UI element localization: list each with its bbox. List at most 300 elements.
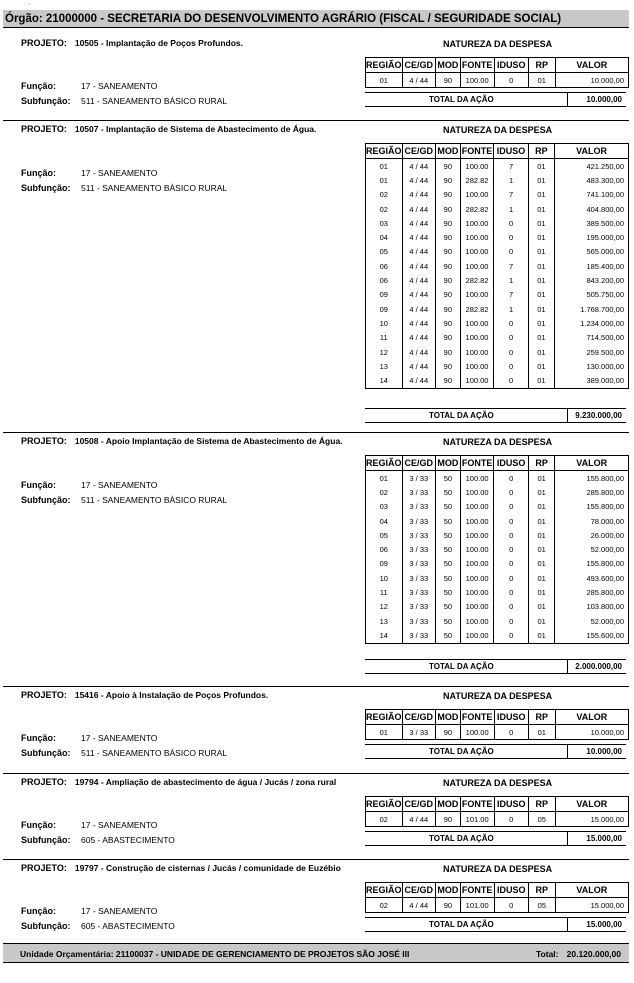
table-cell: 90: [436, 273, 461, 287]
table-cell: 404.800,00: [555, 202, 629, 216]
table-cell: 01: [528, 600, 555, 614]
table-cell: 100.00: [460, 514, 494, 528]
table-cell: 01: [528, 331, 554, 345]
table-cell: 90: [436, 288, 461, 302]
table-cell: 3 / 33: [402, 628, 436, 643]
projeto-label: PROJETO:: [21, 690, 67, 700]
column-header: MOD: [436, 797, 461, 812]
table-row: [366, 302, 629, 316]
table-cell: 0: [494, 812, 528, 827]
subfuncao-value: 511 - SANEAMENTO BÁSICO RURAL: [81, 183, 228, 193]
orgao-header: Órgão: 21000000 - SECRETARIA DO DESENVOLVIMENTO AGRÁRIO (FISCAL / SEGURIDADE SOCIAL): [3, 10, 629, 28]
table-cell: 90: [436, 188, 461, 202]
table-cell: 100.00: [460, 316, 494, 330]
table-cell: 4 / 44: [402, 259, 435, 273]
table-cell: 09: [366, 288, 403, 302]
table-cell: 01: [528, 288, 554, 302]
table-cell: 11: [366, 331, 403, 345]
table-cell: 01: [528, 202, 554, 216]
table-cell: 05: [366, 528, 403, 542]
table-cell: 3 / 33: [402, 585, 436, 599]
table-cell: 01: [528, 542, 555, 556]
subfuncao-row: [21, 495, 227, 505]
table-cell: 285.800,00: [555, 485, 629, 499]
table-row: [366, 528, 629, 542]
table-row: [366, 898, 629, 913]
total-acao-row: [365, 92, 626, 107]
total-separator: [567, 918, 568, 931]
table-cell: 4 / 44: [402, 288, 435, 302]
total-acao-row: [365, 831, 626, 846]
table-cell: 155.600,00: [555, 628, 629, 643]
project-code: 19797: [74, 863, 99, 873]
column-header: VALOR: [555, 58, 628, 73]
column-header: IDUSO: [494, 797, 528, 812]
table-cell: 10.000,00: [555, 725, 628, 740]
table-cell: 565.000,00: [555, 245, 629, 259]
table-row: [366, 73, 629, 88]
table-cell: 100.00: [460, 542, 494, 556]
table-cell: 90: [436, 812, 461, 827]
table-cell: 02: [366, 898, 403, 913]
table-cell: 100.00: [460, 373, 494, 388]
table-row: [366, 359, 629, 373]
table-cell: 0: [494, 500, 528, 514]
table-cell: 01: [528, 159, 554, 174]
funcao-value: 17 - SANEAMENTO: [81, 81, 158, 91]
table-cell: 11: [366, 585, 403, 599]
table-cell: 4 / 44: [402, 359, 435, 373]
table-cell: 05: [529, 898, 556, 913]
table-cell: 10: [366, 316, 403, 330]
table-cell: 4 / 44: [402, 173, 435, 187]
table-cell: 78.000,00: [555, 514, 629, 528]
table-cell: 3 / 33: [402, 614, 436, 628]
table-cell: 483.300,00: [555, 173, 629, 187]
column-header: RP: [528, 456, 555, 471]
table-cell: 3 / 33: [402, 600, 436, 614]
total-separator: [567, 832, 568, 845]
table-cell: 01: [528, 471, 555, 486]
table-header-row: [366, 710, 629, 725]
table-cell: 15.000,00: [555, 812, 628, 827]
table-cell: 1: [494, 302, 528, 316]
table-cell: 100.00: [460, 331, 494, 345]
table-cell: 02: [366, 812, 403, 827]
table-cell: 09: [366, 557, 403, 571]
subfuncao-row: [21, 96, 227, 106]
table-cell: 01: [366, 471, 403, 486]
project-title: Construção de cisternas / Jucás / comunidade de Euzébio: [106, 863, 341, 873]
table-cell: 100.00: [460, 245, 494, 259]
table-cell: 04: [366, 514, 403, 528]
table-cell: 01: [528, 585, 555, 599]
table-cell: 0: [494, 898, 528, 913]
table-cell: 02: [366, 188, 403, 202]
table-cell: 282.82: [460, 202, 494, 216]
table-cell: 4 / 44: [402, 73, 436, 88]
table-cell: 0: [494, 485, 528, 499]
table-header-row: [366, 797, 629, 812]
natureza-table: [365, 796, 629, 827]
table-cell: 50: [436, 600, 461, 614]
project-header: [21, 777, 336, 787]
table-cell: 90: [436, 259, 461, 273]
table-cell: 0: [494, 571, 528, 585]
table-cell: 01: [528, 628, 555, 643]
project-title: Apoio Implantação de Sistema de Abastecimento de Água.: [105, 436, 343, 446]
column-header: VALOR: [555, 883, 628, 898]
project-code-sep: -: [98, 777, 106, 787]
table-row: [366, 230, 629, 244]
total-separator: [567, 93, 568, 106]
total-separator: [567, 409, 568, 422]
column-header: FONTE: [460, 797, 494, 812]
subfuncao-row: [21, 921, 175, 931]
table-cell: 0: [494, 585, 528, 599]
table-cell: 01: [529, 725, 556, 740]
project-code: 15416: [74, 690, 99, 700]
table-cell: 0: [494, 245, 528, 259]
table-cell: 02: [366, 485, 403, 499]
table-cell: 1: [494, 173, 528, 187]
table-cell: 01: [528, 614, 555, 628]
table-cell: 100.00: [460, 628, 494, 643]
column-header: FONTE: [460, 710, 494, 725]
column-header: CE/GD: [402, 883, 436, 898]
table-row: [366, 614, 629, 628]
table-cell: 0: [494, 725, 528, 740]
table-cell: 50: [436, 571, 461, 585]
projeto-label: PROJETO:: [21, 38, 67, 48]
funcao-row: [21, 820, 157, 830]
table-cell: 741.100,00: [555, 188, 629, 202]
table-cell: 4 / 44: [402, 230, 435, 244]
table-cell: 10.000,00: [555, 73, 628, 88]
table-cell: 4 / 44: [402, 188, 435, 202]
table-cell: 12: [366, 600, 403, 614]
table-cell: 90: [436, 359, 461, 373]
table-cell: 50: [436, 585, 461, 599]
table-row: [366, 373, 629, 388]
table-cell: 4 / 44: [402, 345, 435, 359]
table-cell: 100.00: [460, 159, 494, 174]
table-cell: 50: [436, 471, 461, 486]
table-cell: 101.00: [460, 898, 494, 913]
table-cell: 282.82: [460, 173, 494, 187]
table-cell: 90: [436, 898, 461, 913]
table-cell: 100.00: [460, 359, 494, 373]
subfuncao-label: Subfunção:: [21, 921, 71, 931]
column-header: CE/GD: [402, 797, 436, 812]
column-header: CE/GD: [402, 456, 436, 471]
subfuncao-value: 511 - SANEAMENTO BÁSICO RURAL: [81, 96, 228, 106]
projeto-label: PROJETO:: [21, 124, 67, 134]
table-cell: 100.00: [460, 188, 494, 202]
table-cell: 50: [436, 528, 461, 542]
natureza-table: [365, 455, 629, 644]
funcao-row: [21, 81, 157, 91]
natureza-despesa-title: NATUREZA DA DESPESA: [443, 125, 553, 135]
table-cell: 155.800,00: [555, 471, 629, 486]
project-header: [21, 863, 341, 873]
total-acao-value: 15.000,00: [586, 834, 622, 844]
table-cell: 259.500,00: [555, 345, 629, 359]
table-cell: 0: [494, 373, 528, 388]
table-cell: 4 / 44: [402, 159, 435, 174]
column-header: IDUSO: [494, 883, 528, 898]
total-acao-label: TOTAL DA AÇÃO: [429, 834, 494, 844]
column-header: CE/GD: [402, 58, 436, 73]
column-header: MOD: [436, 58, 461, 73]
table-cell: 01: [528, 245, 554, 259]
table-cell: 3 / 33: [402, 528, 436, 542]
project-title: Implantação de Sistema de Abastecimento de Água.: [106, 124, 317, 134]
project-header: [21, 690, 268, 700]
table-cell: 09: [366, 302, 403, 316]
table-cell: 01: [528, 500, 555, 514]
table-cell: 04: [366, 230, 403, 244]
table-cell: 0: [494, 614, 528, 628]
funcao-label: Função:: [21, 906, 56, 916]
table-cell: 03: [366, 500, 403, 514]
table-cell: 100.00: [460, 73, 494, 88]
table-cell: 0: [494, 73, 528, 88]
column-header: RP: [529, 710, 556, 725]
table-cell: 0: [494, 216, 528, 230]
section-divider: [3, 432, 629, 433]
table-cell: 493.600,00: [555, 571, 629, 585]
table-row: [366, 557, 629, 571]
funcao-label: Função:: [21, 733, 56, 743]
table-cell: 90: [436, 331, 461, 345]
column-header: REGIÃO: [366, 710, 403, 725]
table-cell: 90: [436, 216, 461, 230]
table-cell: 100.00: [460, 288, 494, 302]
table-cell: 714.500,00: [555, 331, 629, 345]
table-cell: 389.500,00: [555, 216, 629, 230]
table-cell: 100.00: [460, 471, 494, 486]
table-cell: 01: [366, 173, 403, 187]
table-cell: 100.00: [460, 725, 494, 740]
table-cell: 01: [529, 73, 556, 88]
table-cell: 285.800,00: [555, 585, 629, 599]
natureza-despesa-title: NATUREZA DA DESPESA: [443, 39, 553, 49]
funcao-label: Função:: [21, 81, 56, 91]
table-cell: 3 / 33: [402, 500, 436, 514]
projeto-label: PROJETO:: [21, 863, 67, 873]
table-cell: 3 / 33: [402, 485, 436, 499]
table-cell: 1.768.700,00: [555, 302, 629, 316]
project-title: Implantação de Poços Profundos.: [106, 38, 244, 48]
unidade-orcamentaria-bar: [3, 943, 629, 963]
funcao-row: [21, 168, 157, 178]
table-cell: 100.00: [460, 345, 494, 359]
table-cell: 0: [494, 345, 528, 359]
table-cell: 52.000,00: [555, 542, 629, 556]
column-header: FONTE: [460, 144, 494, 159]
funcao-row: [21, 906, 157, 916]
table-cell: 90: [436, 345, 461, 359]
subfuncao-row: [21, 183, 227, 193]
table-cell: 01: [528, 528, 555, 542]
table-cell: 100.00: [460, 585, 494, 599]
table-row: [366, 600, 629, 614]
table-cell: 90: [436, 159, 461, 174]
projeto-label: PROJETO:: [21, 436, 67, 446]
section-divider: [3, 859, 629, 860]
funcao-value: 17 - SANEAMENTO: [81, 906, 158, 916]
table-cell: 14: [366, 628, 403, 643]
table-cell: 3 / 33: [402, 557, 436, 571]
table-row: [366, 259, 629, 273]
table-row: [366, 345, 629, 359]
table-cell: 02: [366, 202, 403, 216]
table-cell: 01: [528, 188, 554, 202]
column-header: IDUSO: [494, 710, 528, 725]
table-row: [366, 273, 629, 287]
table-cell: 4 / 44: [402, 898, 436, 913]
table-cell: 05: [529, 812, 556, 827]
table-cell: 14: [366, 373, 403, 388]
column-header: VALOR: [555, 456, 629, 471]
project-header: [21, 124, 316, 134]
project-code-sep: -: [98, 38, 107, 48]
project-title: Apoio à Instalação de Poços Profundos.: [105, 690, 269, 700]
table-cell: 06: [366, 259, 403, 273]
table-row: [366, 542, 629, 556]
table-cell: 01: [528, 302, 554, 316]
table-cell: 100.00: [460, 557, 494, 571]
natureza-table: [365, 57, 629, 88]
table-row: [366, 159, 629, 174]
table-cell: 90: [436, 373, 461, 388]
total-acao-row: [365, 659, 626, 674]
project-code: 10508: [74, 436, 99, 446]
table-cell: 3 / 33: [402, 542, 436, 556]
table-row: [366, 585, 629, 599]
scan-mark: ·: [28, 0, 31, 9]
table-cell: 52.000,00: [555, 614, 629, 628]
table-cell: 01: [528, 216, 554, 230]
table-cell: 06: [366, 542, 403, 556]
table-cell: 103.800,00: [555, 600, 629, 614]
subfuncao-label: Subfunção:: [21, 495, 71, 505]
project-code-sep: -: [98, 863, 107, 873]
table-cell: 01: [366, 73, 403, 88]
total-acao-value: 2.000.000,00: [575, 661, 622, 671]
table-cell: 4 / 44: [402, 202, 435, 216]
table-cell: 0: [494, 528, 528, 542]
table-cell: 389.000,00: [555, 373, 629, 388]
table-cell: 0: [494, 316, 528, 330]
subfuncao-label: Subfunção:: [21, 835, 71, 845]
subfuncao-row: [21, 748, 227, 758]
total-acao-value: 10.000,00: [586, 747, 622, 757]
table-cell: 4 / 44: [402, 245, 435, 259]
table-cell: 12: [366, 345, 403, 359]
column-header: FONTE: [460, 58, 494, 73]
table-cell: 50: [436, 542, 461, 556]
table-cell: 50: [436, 614, 461, 628]
table-row: [366, 316, 629, 330]
funcao-value: 17 - SANEAMENTO: [81, 820, 158, 830]
table-cell: 90: [436, 73, 461, 88]
table-cell: 01: [528, 273, 554, 287]
table-cell: 3 / 33: [402, 514, 436, 528]
column-header: CE/GD: [402, 144, 435, 159]
project-title: Ampliação de abastecimento de água / Jucás / zona rural: [105, 777, 337, 787]
column-header: REGIÃO: [366, 58, 403, 73]
table-row: [366, 500, 629, 514]
table-cell: 13: [366, 359, 403, 373]
table-cell: 0: [494, 557, 528, 571]
unidade-label: Unidade Orçamentária: 21100037 - UNIDADE DE GERENCIAMENTO DE PROJETOS SÃO JOSÉ III: [20, 949, 410, 959]
table-cell: 90: [436, 725, 461, 740]
table-cell: 50: [436, 628, 461, 643]
table-cell: 100.00: [460, 571, 494, 585]
table-header-row: [366, 456, 629, 471]
column-header: MOD: [436, 144, 461, 159]
total-acao-label: TOTAL DA AÇÃO: [429, 920, 494, 930]
table-cell: 130.000,00: [555, 359, 629, 373]
table-cell: 13: [366, 614, 403, 628]
table-cell: 01: [528, 230, 554, 244]
total-acao-row: [365, 744, 626, 759]
table-row: [366, 216, 629, 230]
table-cell: 90: [436, 202, 461, 216]
table-cell: 01: [528, 316, 554, 330]
column-header: VALOR: [555, 797, 628, 812]
table-cell: 7: [494, 288, 528, 302]
table-cell: 505.750,00: [555, 288, 629, 302]
table-cell: 06: [366, 273, 403, 287]
table-cell: 100.00: [460, 485, 494, 499]
table-cell: 90: [436, 173, 461, 187]
table-cell: 05: [366, 245, 403, 259]
table-cell: 4 / 44: [402, 273, 435, 287]
natureza-despesa-title: NATUREZA DA DESPESA: [443, 437, 553, 447]
table-cell: 155.800,00: [555, 557, 629, 571]
table-cell: 0: [494, 542, 528, 556]
project-code: 10507: [74, 124, 99, 134]
table-cell: 282.82: [460, 302, 494, 316]
table-cell: 0: [494, 230, 528, 244]
table-row: [366, 331, 629, 345]
table-row: [366, 245, 629, 259]
table-cell: 7: [494, 159, 528, 174]
column-header: REGIÃO: [366, 797, 403, 812]
total-acao-value: 15.000,00: [586, 920, 622, 930]
table-cell: 90: [436, 316, 461, 330]
table-cell: 4 / 44: [402, 216, 435, 230]
table-cell: 01: [528, 571, 555, 585]
table-cell: 421.250,00: [555, 159, 629, 174]
table-cell: 50: [436, 557, 461, 571]
natureza-despesa-title: NATUREZA DA DESPESA: [443, 778, 553, 788]
table-header-row: [366, 883, 629, 898]
table-cell: 01: [528, 259, 554, 273]
table-cell: 282.82: [460, 273, 494, 287]
total-acao-label: TOTAL DA AÇÃO: [429, 410, 494, 420]
table-cell: 3 / 33: [402, 725, 436, 740]
table-cell: 843.200,00: [555, 273, 629, 287]
table-header-row: [366, 144, 629, 159]
table-row: [366, 202, 629, 216]
table-cell: 90: [436, 245, 461, 259]
table-cell: 3 / 33: [402, 471, 436, 486]
column-header: RP: [528, 144, 554, 159]
